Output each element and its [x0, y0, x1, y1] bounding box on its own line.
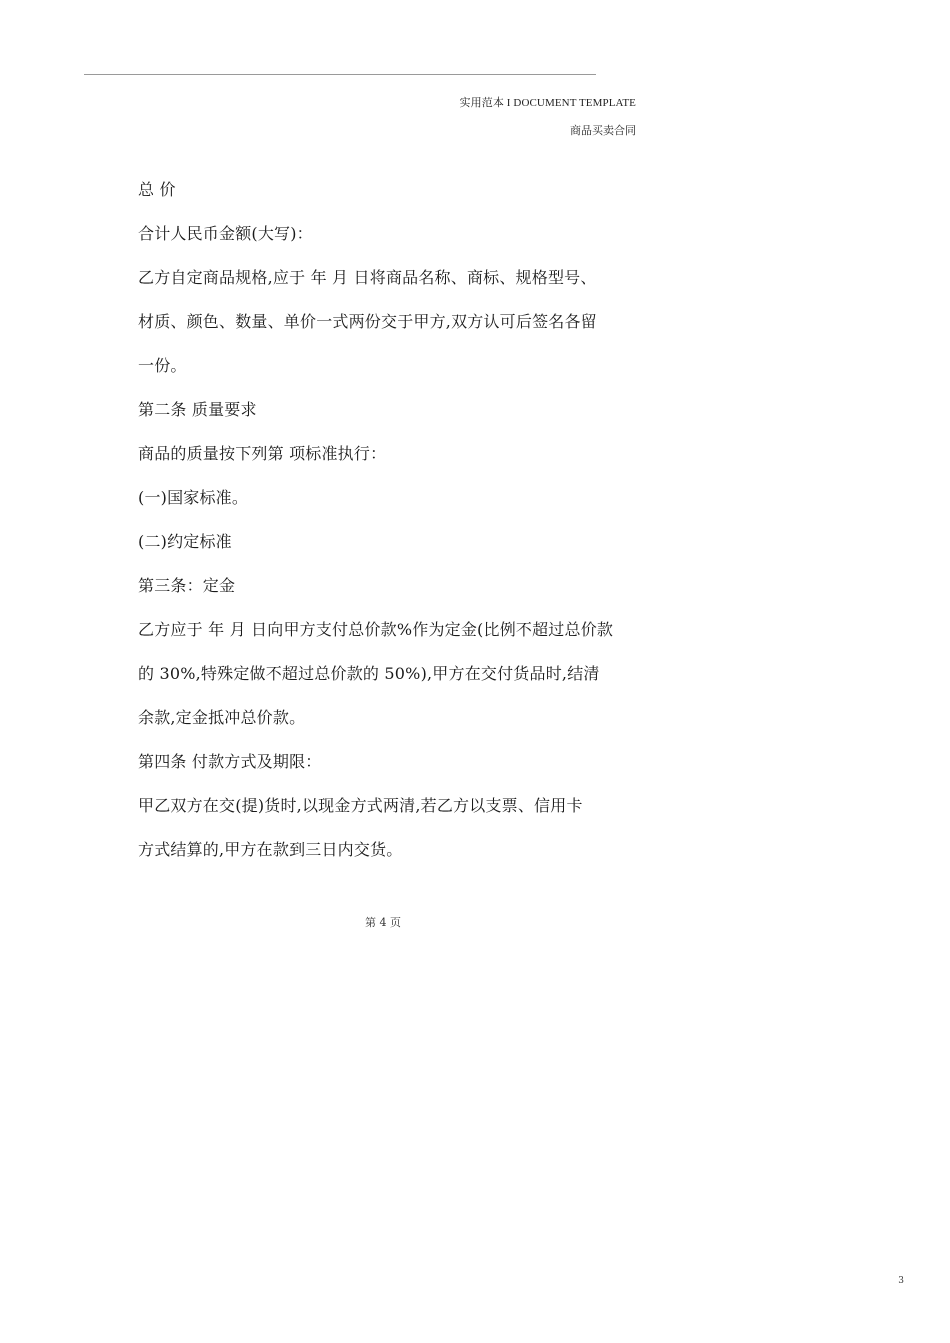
body-line: 合计人民币金额(大写)： [138, 224, 313, 243]
section-heading: 第二条 质量要求 [138, 400, 257, 419]
body-line: 乙方应于 年 月 日向甲方支付总价款%作为定金(比例不超过总价款 [138, 620, 614, 639]
page-footer: 第 4 页 [365, 916, 401, 929]
body-line: 甲乙双方在交(提)货时,以现金方式两清,若乙方以支票、信用卡 [138, 796, 583, 815]
body-line: 一份。 [138, 356, 187, 375]
section-heading: 第四条 付款方式及期限： [138, 752, 322, 771]
body-line: 乙方自定商品规格,应于 年 月 日将商品名称、商标、规格型号、 [138, 268, 597, 287]
body-line: 余款,定金抵冲总价款。 [138, 708, 306, 727]
section-heading: 第三条：定金 [138, 576, 236, 595]
body-line: 总 价 [138, 180, 176, 199]
list-item: (一)国家标准。 [138, 488, 249, 507]
body-line: 材质、颜色、数量、单价一式两份交于甲方,双方认可后签名各留 [138, 312, 597, 331]
header-rule [84, 74, 596, 75]
body-line: 方式结算的,甲方在款到三日内交货。 [138, 840, 403, 859]
contract-body [138, 168, 658, 872]
list-item: (二)约定标准 [138, 532, 232, 551]
body-line: 商品的质量按下列第 项标准执行： [138, 444, 387, 463]
header-document-title: 商品买卖合同 [570, 125, 636, 137]
page-number: 3 [898, 1276, 904, 1286]
body-line: 的 30%,特殊定做不超过总价款的 50%),甲方在交付货品时,结清 [138, 664, 600, 683]
header-template-label: 实用范本 I DOCUMENT TEMPLATE [459, 97, 636, 109]
